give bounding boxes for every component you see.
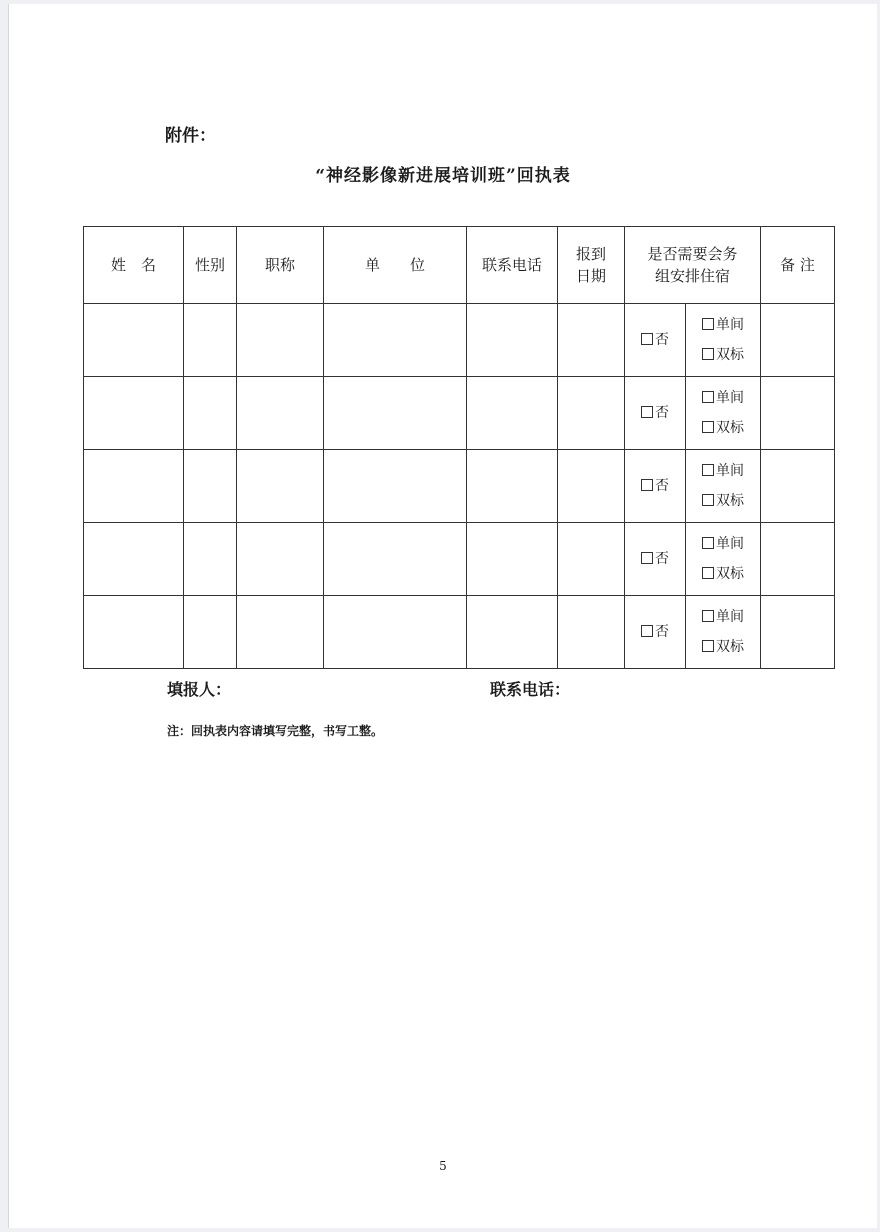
option-single-room[interactable] bbox=[686, 529, 760, 559]
gender-cell[interactable] bbox=[184, 377, 237, 450]
option-no-label: 否 bbox=[655, 478, 669, 494]
arrival-date-cell[interactable] bbox=[558, 377, 625, 450]
checkbox-icon[interactable] bbox=[702, 610, 714, 622]
name-cell[interactable] bbox=[84, 450, 184, 523]
checkbox-icon[interactable] bbox=[641, 479, 653, 491]
table-row bbox=[84, 523, 835, 596]
option-no[interactable] bbox=[625, 398, 685, 428]
phone-cell[interactable] bbox=[467, 596, 558, 669]
option-single-label: 单间 bbox=[716, 536, 744, 552]
header-name: 姓 名 bbox=[84, 227, 184, 304]
job-title-cell[interactable] bbox=[237, 596, 324, 669]
header-unit: 单 位 bbox=[324, 227, 467, 304]
option-double-label: 双标 bbox=[716, 347, 744, 363]
checkbox-icon[interactable] bbox=[641, 333, 653, 345]
checkbox-icon[interactable] bbox=[702, 421, 714, 433]
checkbox-icon[interactable] bbox=[641, 552, 653, 564]
header-gender: 性别 bbox=[184, 227, 237, 304]
header-arrival-line1: 报到 bbox=[575, 245, 606, 263]
option-no-label: 否 bbox=[655, 551, 669, 567]
option-double-room[interactable] bbox=[686, 486, 760, 516]
option-double-label: 双标 bbox=[716, 566, 744, 582]
header-arrival-date bbox=[558, 227, 625, 304]
gender-cell[interactable] bbox=[184, 523, 237, 596]
phone-cell[interactable] bbox=[467, 304, 558, 377]
table-row bbox=[84, 304, 835, 377]
option-single-room[interactable] bbox=[686, 602, 760, 632]
checkbox-icon[interactable] bbox=[641, 625, 653, 637]
remarks-cell[interactable] bbox=[761, 450, 835, 523]
header-phone: 联系电话 bbox=[467, 227, 558, 304]
unit-cell[interactable] bbox=[324, 304, 467, 377]
remarks-cell[interactable] bbox=[761, 523, 835, 596]
phone-cell[interactable] bbox=[467, 450, 558, 523]
table-row bbox=[84, 377, 835, 450]
option-no[interactable] bbox=[625, 325, 685, 355]
option-no[interactable] bbox=[625, 617, 685, 647]
option-single-room[interactable] bbox=[686, 456, 760, 486]
table-row bbox=[84, 450, 835, 523]
option-double-room[interactable] bbox=[686, 632, 760, 662]
remarks-cell[interactable] bbox=[761, 596, 835, 669]
lodging-type-cell bbox=[686, 450, 761, 523]
unit-cell[interactable] bbox=[324, 523, 467, 596]
name-cell[interactable] bbox=[84, 523, 184, 596]
form-note: 注：回执表内容请填写完整，书写工整。 bbox=[167, 724, 384, 738]
name-cell[interactable] bbox=[84, 596, 184, 669]
contact-phone-label: 联系电话： bbox=[490, 680, 571, 699]
checkbox-icon[interactable] bbox=[641, 406, 653, 418]
option-double-label: 双标 bbox=[716, 420, 744, 436]
form-title: “神经影像新进展培训班”回执表 bbox=[315, 166, 571, 186]
checkbox-icon[interactable] bbox=[702, 348, 714, 360]
lodging-type-cell bbox=[686, 523, 761, 596]
lodging-type-cell bbox=[686, 596, 761, 669]
header-lodging-line2: 组安排住宿 bbox=[655, 267, 731, 285]
unit-cell[interactable] bbox=[324, 596, 467, 669]
phone-cell[interactable] bbox=[467, 523, 558, 596]
option-single-label: 单间 bbox=[716, 390, 744, 406]
job-title-cell[interactable] bbox=[237, 450, 324, 523]
option-double-label: 双标 bbox=[716, 639, 744, 655]
phone-cell[interactable] bbox=[467, 377, 558, 450]
remarks-cell[interactable] bbox=[761, 304, 835, 377]
lodging-no-cell bbox=[625, 377, 686, 450]
option-double-room[interactable] bbox=[686, 413, 760, 443]
page-number: 5 bbox=[439, 1159, 447, 1173]
checkbox-icon[interactable] bbox=[702, 318, 714, 330]
gender-cell[interactable] bbox=[184, 596, 237, 669]
receipt-form-table bbox=[83, 226, 835, 669]
attachment-label: 附件： bbox=[165, 126, 216, 146]
option-single-label: 单间 bbox=[716, 609, 744, 625]
option-single-label: 单间 bbox=[716, 463, 744, 479]
arrival-date-cell[interactable] bbox=[558, 450, 625, 523]
lodging-no-cell bbox=[625, 450, 686, 523]
gender-cell[interactable] bbox=[184, 450, 237, 523]
header-remarks: 备 注 bbox=[761, 227, 835, 304]
arrival-date-cell[interactable] bbox=[558, 304, 625, 377]
header-lodging-line1: 是否需要会务 bbox=[647, 245, 738, 263]
name-cell[interactable] bbox=[84, 377, 184, 450]
option-double-label: 双标 bbox=[716, 493, 744, 509]
lodging-no-cell bbox=[625, 304, 686, 377]
option-double-room[interactable] bbox=[686, 559, 760, 589]
option-no-label: 否 bbox=[655, 332, 669, 348]
job-title-cell[interactable] bbox=[237, 304, 324, 377]
job-title-cell[interactable] bbox=[237, 377, 324, 450]
unit-cell[interactable] bbox=[324, 377, 467, 450]
unit-cell[interactable] bbox=[324, 450, 467, 523]
option-no-label: 否 bbox=[655, 405, 669, 421]
option-single-room[interactable] bbox=[686, 310, 760, 340]
checkbox-icon[interactable] bbox=[702, 640, 714, 652]
remarks-cell[interactable] bbox=[761, 377, 835, 450]
checkbox-icon[interactable] bbox=[702, 567, 714, 579]
name-cell[interactable] bbox=[84, 304, 184, 377]
checkbox-icon[interactable] bbox=[702, 464, 714, 476]
table-header-row bbox=[84, 227, 835, 304]
lodging-no-cell bbox=[625, 596, 686, 669]
filler-label: 填报人： bbox=[167, 680, 232, 699]
table-body bbox=[84, 304, 835, 669]
option-single-room[interactable] bbox=[686, 383, 760, 413]
lodging-type-cell bbox=[686, 304, 761, 377]
option-no[interactable] bbox=[625, 471, 685, 501]
checkbox-icon[interactable] bbox=[702, 494, 714, 506]
option-single-label: 单间 bbox=[716, 317, 744, 333]
checkbox-icon[interactable] bbox=[702, 391, 714, 403]
job-title-cell[interactable] bbox=[237, 523, 324, 596]
checkbox-icon[interactable] bbox=[702, 537, 714, 549]
header-arrival-line2: 日期 bbox=[575, 267, 606, 285]
document-page bbox=[8, 4, 877, 1228]
header-lodging bbox=[625, 227, 761, 304]
header-job-title: 职称 bbox=[237, 227, 324, 304]
option-no[interactable] bbox=[625, 544, 685, 574]
lodging-no-cell bbox=[625, 523, 686, 596]
option-no-label: 否 bbox=[655, 624, 669, 640]
table-row bbox=[84, 596, 835, 669]
option-double-room[interactable] bbox=[686, 340, 760, 370]
lodging-type-cell bbox=[686, 377, 761, 450]
arrival-date-cell[interactable] bbox=[558, 596, 625, 669]
arrival-date-cell[interactable] bbox=[558, 523, 625, 596]
gender-cell[interactable] bbox=[184, 304, 237, 377]
